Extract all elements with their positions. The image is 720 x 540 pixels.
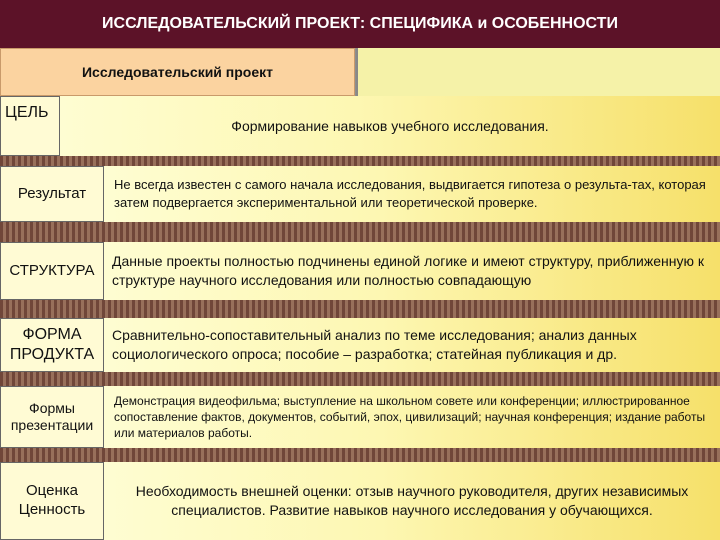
row-evaluation [0, 462, 720, 540]
row-label-structure: СТРУКТУРА [0, 242, 104, 300]
row-divider [0, 372, 720, 386]
row-divider [0, 222, 720, 242]
row-text-goal: Формирование навыков учебного исследования. [60, 96, 720, 156]
row-label-presentation: Формы презентации [0, 386, 104, 448]
row-result [0, 166, 720, 222]
row-goal [0, 96, 720, 156]
section-subtitle: Исследовательский проект [0, 48, 355, 96]
row-label-goal: ЦЕЛЬ [0, 96, 60, 156]
row-text-product-form: Сравнительно-сопоставительный анализ по теме исследования; анализ данных социологического опроса; пособие – разработка; статейная публикация и др. [104, 318, 720, 372]
row-product-form [0, 318, 720, 372]
row-label-product-form: ФОРМА ПРОДУКТА [0, 318, 104, 372]
subtitle-filler-panel [356, 48, 720, 96]
row-text-structure: Данные проекты полностью подчинены единой логике и имеют структуру, приближенную к структуре научного исследования или полностью совпадающую [104, 242, 720, 300]
row-divider [0, 448, 720, 462]
row-presentation [0, 386, 720, 448]
row-structure [0, 242, 720, 300]
row-label-evaluation: Оценка Ценность [0, 462, 104, 540]
row-divider [0, 156, 720, 166]
row-label-result: Результат [0, 166, 104, 222]
row-text-presentation: Демонстрация видеофильма; выступление на школьном совете или конференции; иллюстрированное сопоставление фактов, документов, событий, эпох, цивилизаций; научная конференция; издание работы или материалов работы. [104, 386, 720, 448]
row-text-result: Не всегда известен с самого начала исследования, выдвигается гипотеза о результа-тах, которая затем подвергается экспериментальной или теоретической проверке. [104, 166, 720, 222]
row-text-evaluation: Необходимость внешней оценки: отзыв научного руководителя, других независимых специалистов. Развитие навыков научного исследования у обучающихся. [104, 462, 720, 540]
page-title: ИССЛЕДОВАТЕЛЬСКИЙ ПРОЕКТ: СПЕЦИФИКА и ОСОБЕННОСТИ [0, 0, 720, 48]
row-divider [0, 300, 720, 318]
